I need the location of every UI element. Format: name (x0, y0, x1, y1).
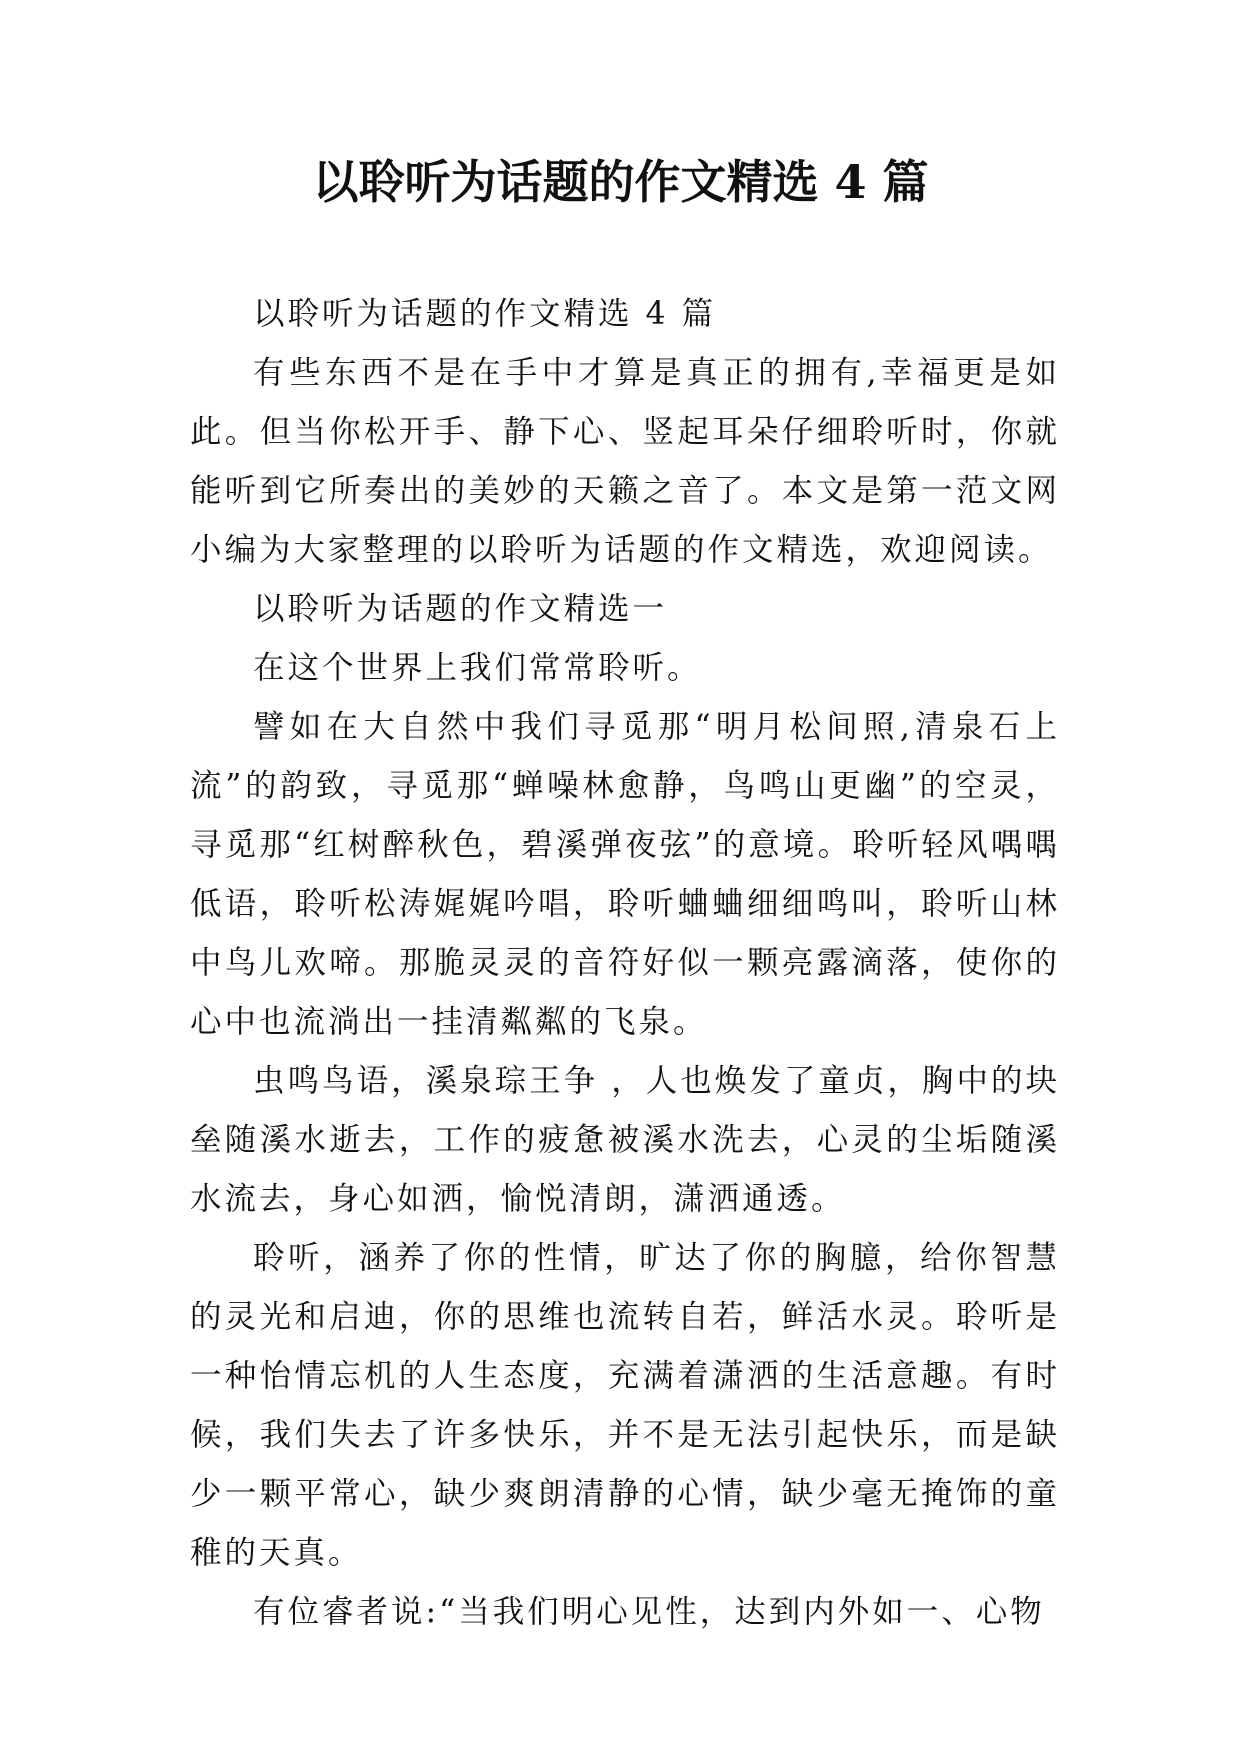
paragraph-subtitle: 以聆听为话题的作文精选 4 篇 (253, 296, 717, 332)
paragraph-opening: 在这个世界上我们常常聆听。 (253, 650, 702, 686)
document-body (190, 285, 1060, 1642)
paragraph-listening-value: 聆听，涵养了你的性情，旷达了你的胸臆，给你智慧的灵光和启迪，你的思维也流转自若，鲜活水灵。聆听是一种怡情忘机的人生态度，充满着潇洒的生活意趣。有时候，我们失去了许多快乐，并不是无法引起快乐，而是缺少一颗平常心，缺少爽朗清静的心情，缺少毫无掩饰的童稚的天真。 (190, 1240, 1060, 1571)
paragraph-nature: 譬如在大自然中我们寻觅那“明月松间照,清泉石上流”的韵致，寻觅那“蝉噪林愈静，鸟鸣山更幽”的空灵，寻觅那“红树醉秋色，碧溪弹夜弦”的意境。聆听轻风喁喁低语，聆听松涛娓娓吟唱，聆听蛐蛐细细鸣叫，聆听山林中鸟儿欢啼。那脆灵灵的音符好似一颗亮露滴落，使你的心中也流淌出一挂清粼粼的飞泉。 (190, 709, 1060, 1040)
paragraph-intro: 有些东西不是在手中才算是真正的拥有,幸福更是如此。但当你松开手、静下心、竖起耳朵仔细聆听时，你就能听到它所奏出的美妙的天籁之音了。本文是第一范文网小编为大家整理的以聆听为话题的作文精选，欢迎阅读。 (190, 355, 1060, 568)
paragraph-insects-birds: 虫鸣鸟语，溪泉琮王争 ，人也焕发了童贞，胸中的块垒随溪水逝去，工作的疲惫被溪水洗去，心灵的尘垢随溪水流去，身心如洒，愉悦清朗，潇洒通透。 (190, 1063, 1060, 1217)
document-title: 以聆听为话题的作文精选 4 篇 (312, 155, 929, 209)
paragraph-section-heading: 以聆听为话题的作文精选一 (253, 591, 668, 627)
paragraph-sage-quote: 有位睿者说:“当我们明心见性，达到内外如一、心物 (253, 1594, 1045, 1630)
